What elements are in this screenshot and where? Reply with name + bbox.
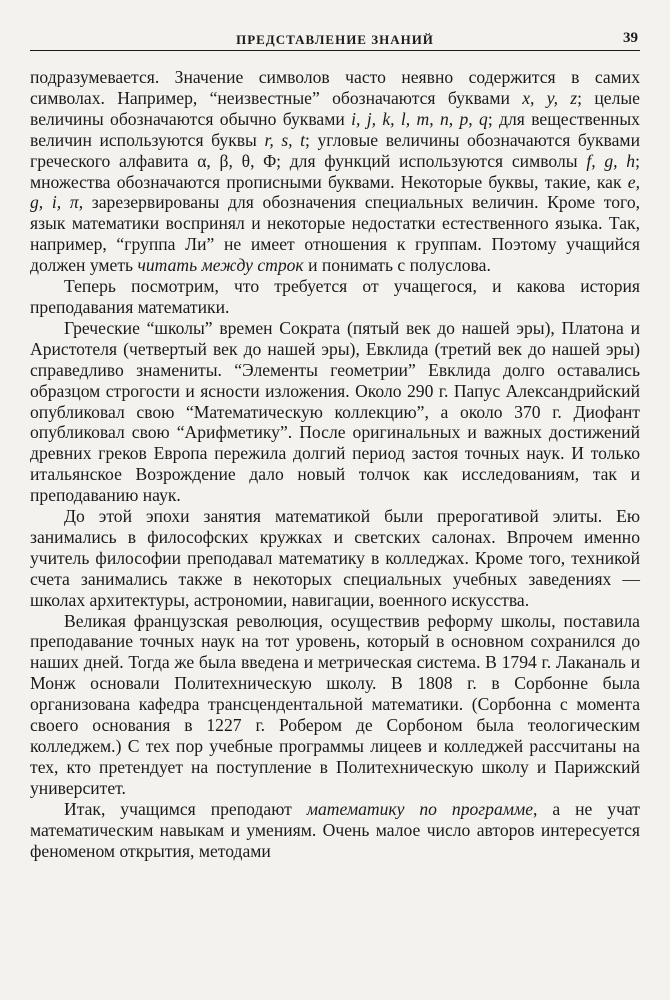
body-text bbox=[30, 67, 640, 861]
text-segment: До этой эпохи занятия математикой были прерогативой элиты. Ею занимались в философских кружках и светских салонах. Впрочем именно учитель философии преподавал математику в колледжах. Кроме того, техникой счета занимались также в некоторых специальных учебных заведениях — школах архитектуры, астрономии, навигации, военного искусства. bbox=[30, 506, 640, 610]
text-segment: Греческие “школы” времен Сократа (пятый век до нашей эры), Платона и Аристотеля (четвертый век до нашей эры), Евклида (третий век до нашей эры) справедливо знамениты. “Элементы геометрии” Евклида долго оставались образцом строгости и ясности изложения. Около 290 г. Папус Александрийский опубликовал свою “Математическую коллекцию”, а около 370 г. Диофант опубликовал свою “Арифметику”. После оригинальных и важных достижений древних греков Европа пережила долгий период застоя точных наук. И только итальянское Возрождение дало новый толчок как исследованиям, так и преподаванию наук. bbox=[30, 317, 640, 506]
text-segment: Итак, учащимся преподают bbox=[64, 798, 307, 819]
italic-segment: математику по программе bbox=[306, 798, 534, 819]
text-segment: ; угловые величины обозначаются буквами греческого алфавита α, β, θ, Φ; для функций используются символы bbox=[30, 129, 640, 171]
paragraph-5 bbox=[30, 611, 640, 799]
italic-segment: f, g, h bbox=[586, 150, 636, 171]
text-segment: , зарезервированы для обозначения специальных величин. Кроме того, язык математики воспринял и некоторые недостатки естественного языка. Так, например, “группа Ли” не имеет отношения к группам. Поэтому учащийся должен уметь bbox=[30, 192, 641, 276]
italic-segment: x, y, z bbox=[522, 87, 578, 108]
paragraph-1 bbox=[30, 67, 640, 276]
paragraph-4 bbox=[30, 506, 640, 611]
text-segment: ; множества обозначаются прописными буквами. Некоторые буквы, такие, как bbox=[30, 150, 640, 192]
page-header bbox=[30, 28, 640, 51]
running-title: ПРЕДСТАВЛЕНИЕ ЗНАНИЙ bbox=[236, 32, 434, 47]
text-segment: ; целые величины обозначаются обычно буквами bbox=[30, 87, 640, 129]
text-segment: Теперь посмотрим, что требуется от учащегося, и какова история преподавания математики. bbox=[30, 276, 640, 317]
text-segment: подразумевается. Значение символов часто неявно содержится в самих символах. Например, “неизвестные” обозначаются буквами bbox=[30, 67, 640, 108]
text-segment: ; для вещественных величин используются буквы bbox=[30, 108, 640, 150]
book-page bbox=[30, 28, 640, 988]
text-segment: Великая французская революция, осуществив реформу школы, поставила преподавание точных наук на тот уровень, который в основном сохранился до наших дней. Тогда же была введена и метрическая система. В 1794 г. Лаканаль и Монж основали Политехническую школу. В 1808 г. в Сорбонне была организована кафедра трансцендентальной математики. (Сорбонна с момента своего основания в 1227 г. Робером де Сорбоном была теологическим колледжем.) С тех пор учебные программы лицеев и колледжей рассчитаны на тех, кто претендует на поступление в Политехническую школу и Парижский университет. bbox=[30, 610, 640, 798]
italic-segment: i, j, k, l, m, n, p, q bbox=[351, 108, 488, 129]
italic-segment: e, g, i, π bbox=[30, 171, 640, 213]
text-segment: и понимать с полуслова. bbox=[303, 255, 491, 276]
page-number: 39 bbox=[623, 30, 638, 46]
italic-segment: читать между строк bbox=[137, 255, 304, 276]
paragraph-3 bbox=[30, 318, 640, 506]
paragraph-6 bbox=[30, 799, 640, 862]
paragraph-2 bbox=[30, 276, 640, 318]
text-segment: , а не учат математическим навыкам и умениям. Очень малое число авторов интересуется феноменом открытия, методами bbox=[30, 798, 640, 861]
italic-segment: r, s, t bbox=[264, 129, 306, 150]
